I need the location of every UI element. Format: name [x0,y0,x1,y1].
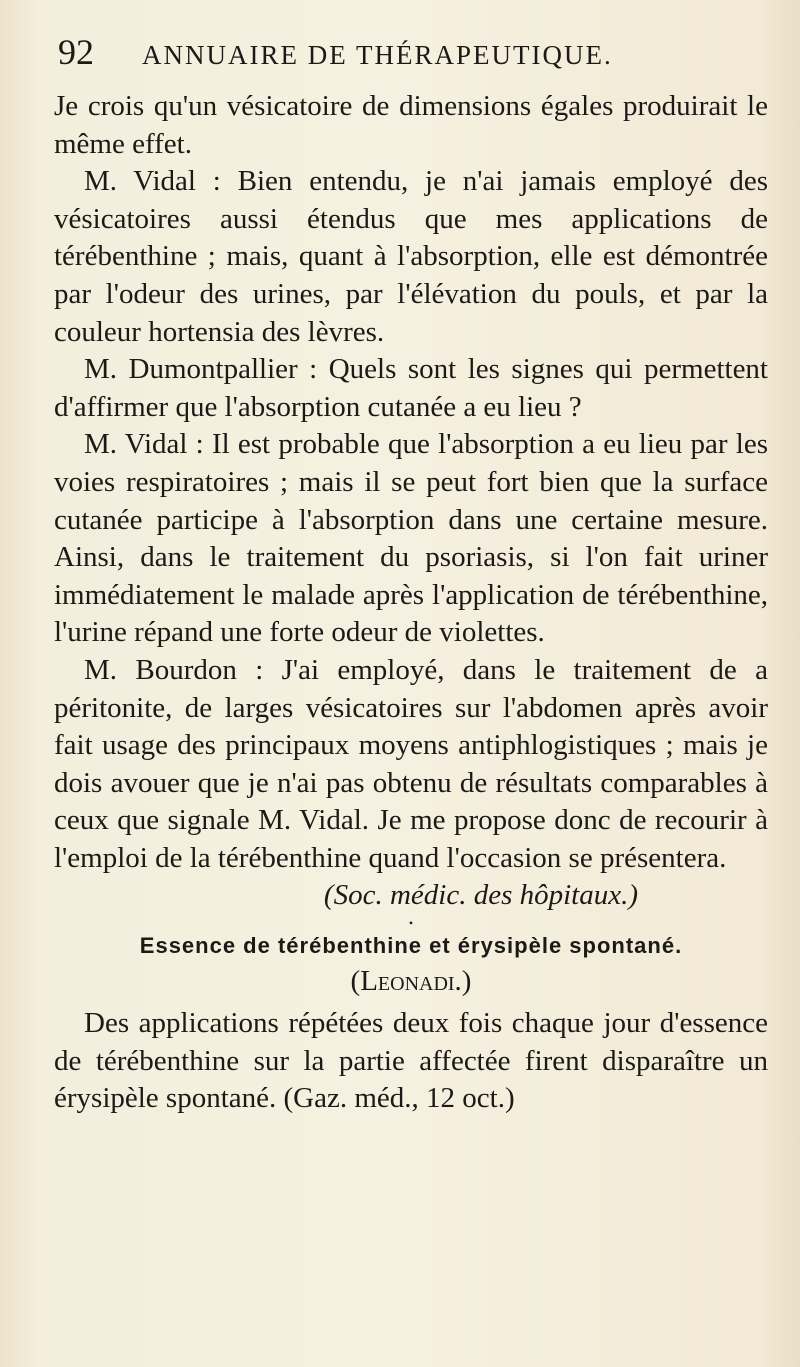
section-title: Essence de térébenthine et érysipèle spontané. [139,933,683,959]
source-citation: (Soc. médic. des hôpitaux.) [323,879,638,912]
paragraph-continuation: Je crois qu'un vésicatoire de dimensions égales produirait le même effet. [54,90,768,160]
ornament: • [408,916,414,931]
paragraph-dumontpallier: M. Dumontpallier : Quels sont les signes qui permettent d'affirmer que l'absorption cutanée a eu lieu ? [54,353,768,423]
paragraph-bourdon: M. Bourdon : J'ai employé, dans le traitement de a péritonite, de larges vésicatoires sur l'abdomen après avoir fait usage des principaux moyens antiphlogistiques ; mais je dois avouer que je n'ai pas obtenu de résultats comparables à ceux que signale M. Vidal. Je me propose donc de recourir à l'emploi de la térébenthine quand l'occasion se présentera. [54,653,768,874]
page-header [58,30,758,80]
section-author: (Leonadi.) [350,965,472,998]
paragraph-vidal-1: M. Vidal : Bien entendu, je n'ai jamais employé des vésicatoires aussi étendus que mes applications de térébenthine ; mais, quant à l'absorption, elle est démontrée par l'odeur des urines, par l'élévation du pouls, et par la couleur hortensia des lèvres. [54,165,768,348]
running-head: ANNUAIRE DE THÉRAPEUTIQUE. [142,40,613,70]
section-paragraph: Des applications répétées deux fois chaque jour d'essence de térébenthine sur la partie affectée firent disparaître un érysipèle spontané. (Gaz. méd., 12 oct.) [54,1007,768,1115]
page-body [54,88,768,1118]
paragraph-vidal-2: M. Vidal : Il est probable que l'absorption a eu lieu par les voies respiratoires ; mais il se peut fort bien que la surface cutanée participe à l'absorption dans une certaine mesure. Ainsi, dans le traitement du psoriasis, si l'on fait uriner immédiatement le malade après l'application de térébenthine, l'urine répand une forte odeur de violettes. [54,428,768,649]
page-number: 92 [58,32,94,72]
